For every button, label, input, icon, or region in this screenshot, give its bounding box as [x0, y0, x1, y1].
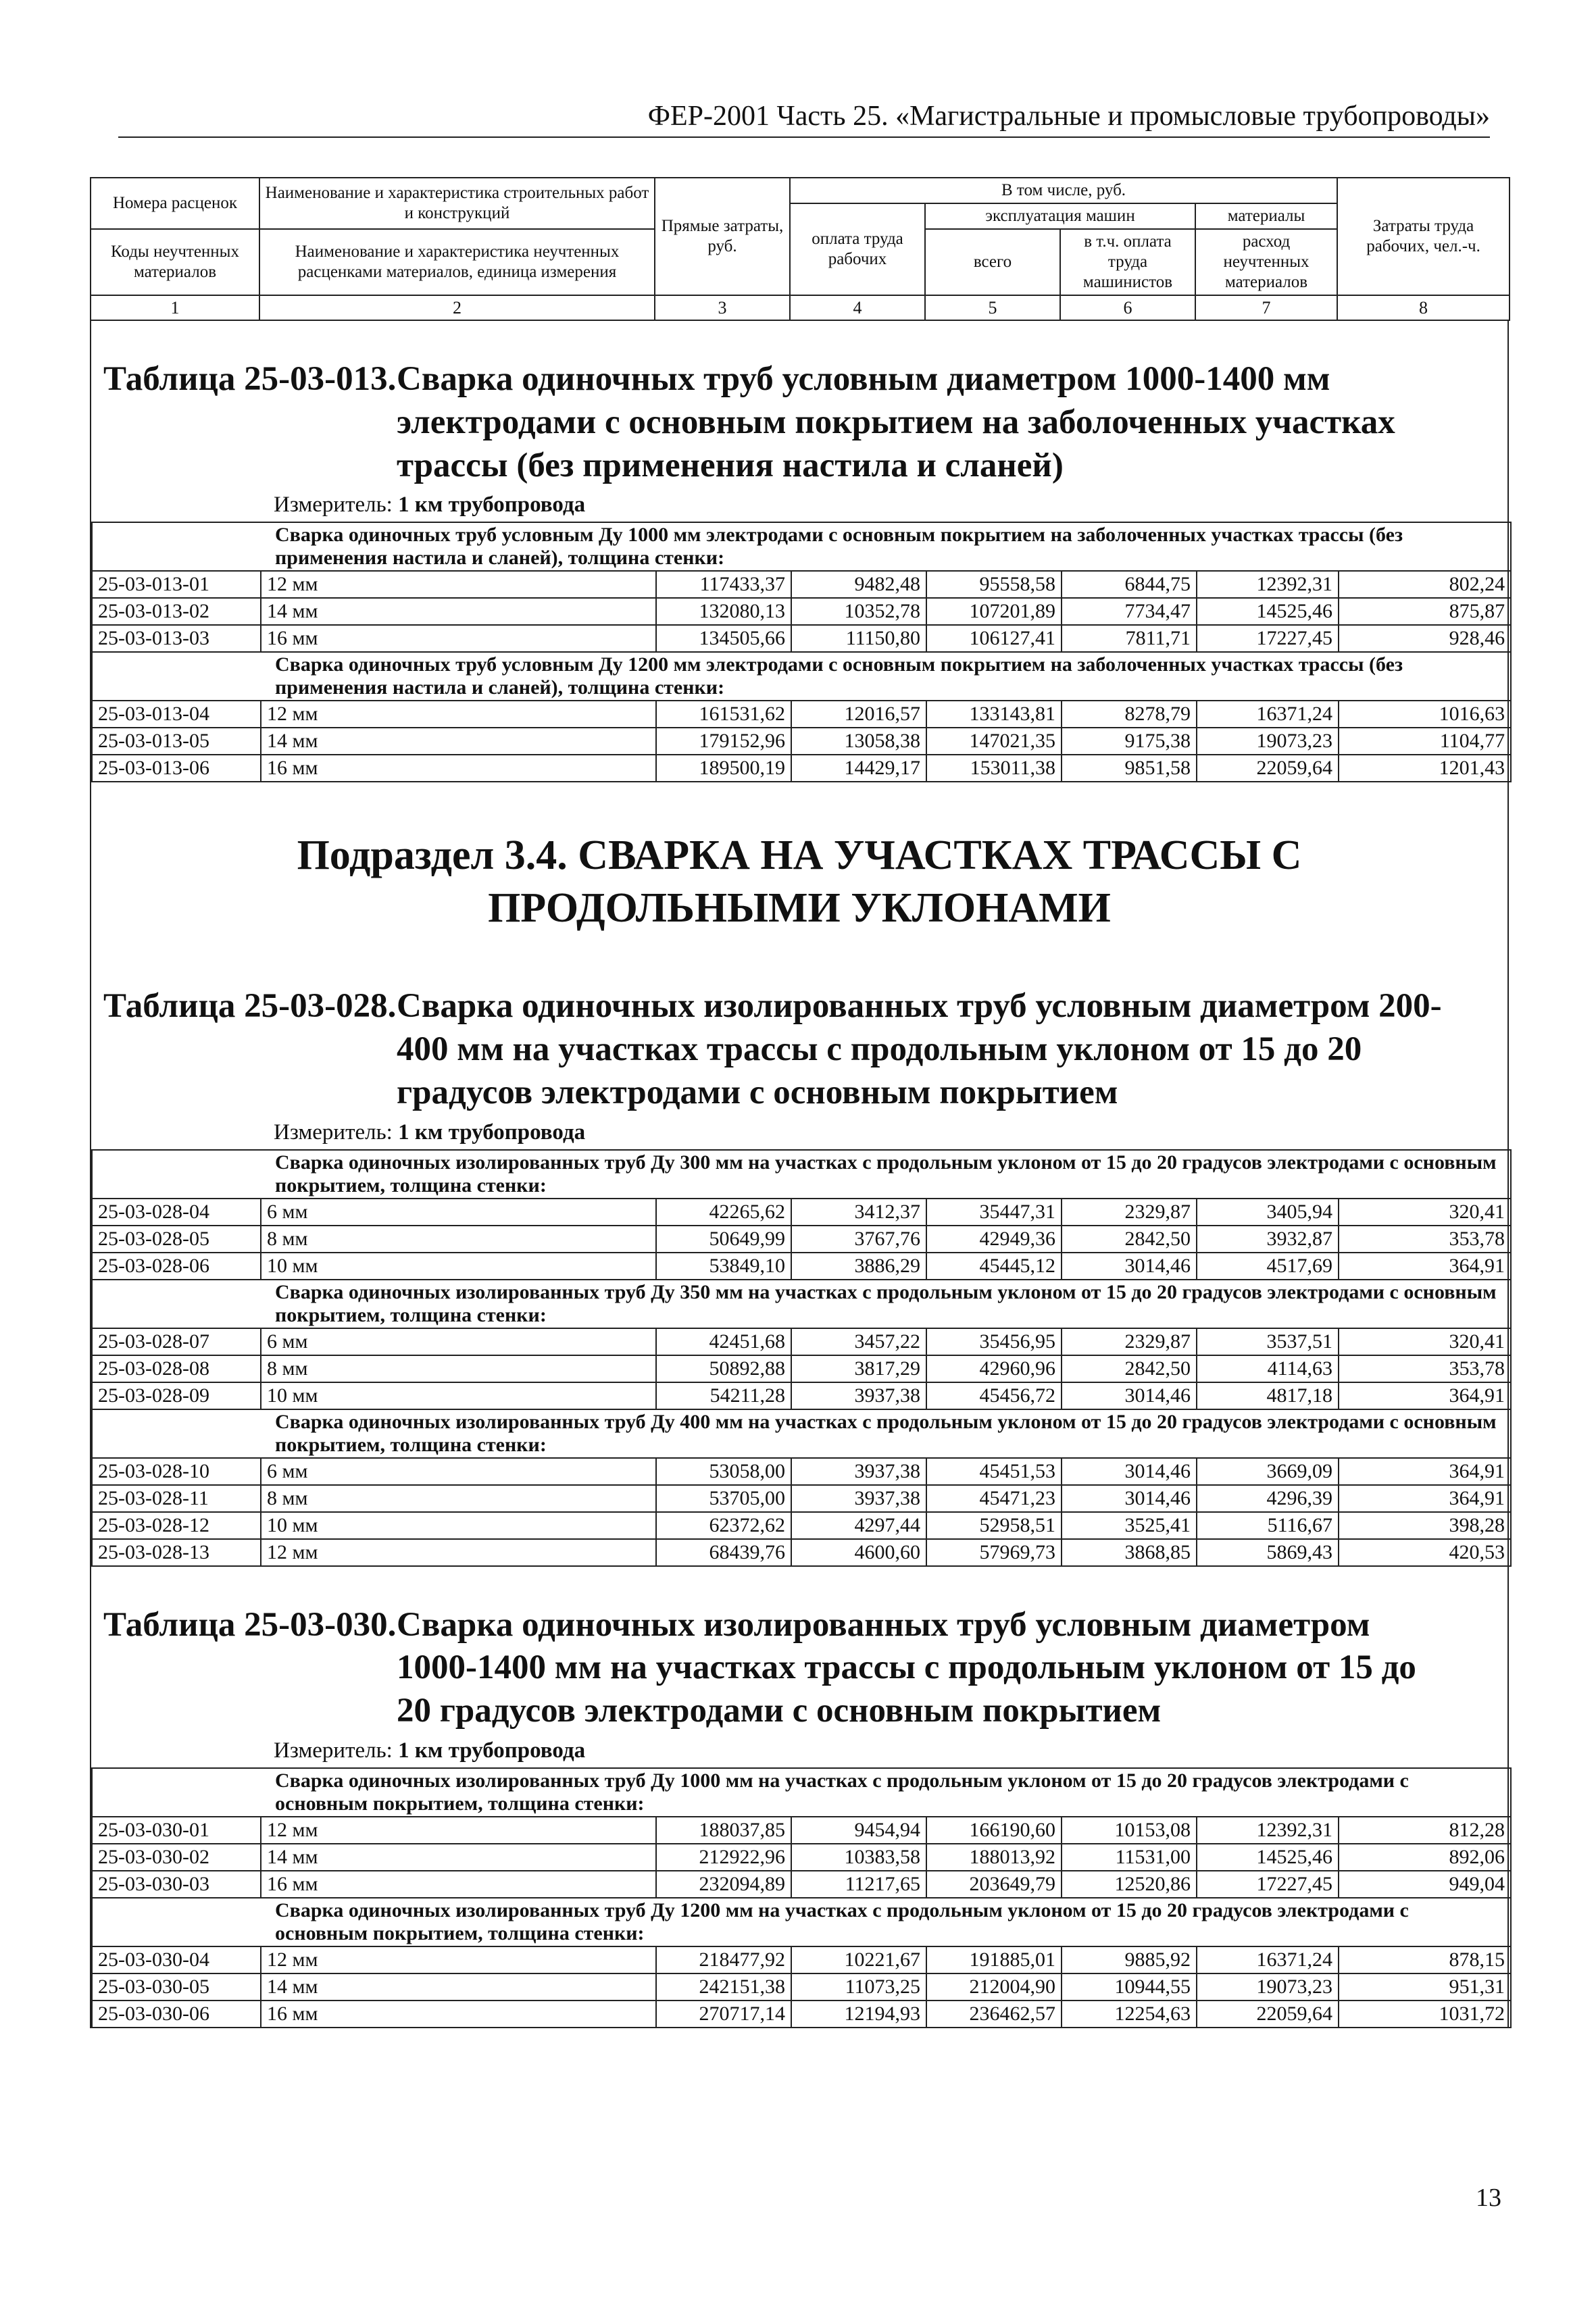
- table-row: [92, 1355, 1511, 1382]
- value-cell: 6844,75: [1062, 571, 1197, 598]
- table-row: [92, 1382, 1511, 1409]
- value-cell: 13058,38: [791, 728, 926, 755]
- col3-head: Прямые затраты, руб.: [655, 178, 790, 295]
- rate-code-cell: 25-03-013-02: [92, 598, 261, 625]
- table-row: [92, 1973, 1511, 2001]
- meter-label: Измеритель:: [274, 1120, 393, 1145]
- value-cell: 133143,81: [926, 701, 1062, 728]
- value-cell: 320,41: [1339, 1199, 1511, 1226]
- rate-code-cell: 25-03-013-03: [92, 625, 261, 652]
- col-number: 1: [91, 295, 259, 320]
- value-cell: 364,91: [1339, 1253, 1511, 1280]
- value-cell: 10944,55: [1062, 1973, 1197, 2001]
- wall-thickness-cell: 10 мм: [261, 1382, 656, 1409]
- value-cell: 50649,99: [656, 1226, 791, 1253]
- rate-code-cell: 25-03-028-05: [92, 1226, 261, 1253]
- meter-value: 1 км трубопровода: [398, 493, 586, 518]
- value-cell: 10221,67: [791, 1946, 926, 1973]
- col-number: 8: [1337, 295, 1510, 320]
- group-title: Сварка одиночных труб условным Ду 1000 мм электродами с основным покрытием на заболоченных участках трассы (без применения настила и сланей), толщина стенки:: [92, 522, 1511, 571]
- value-cell: 12254,63: [1062, 2001, 1197, 2028]
- wall-thickness-cell: 14 мм: [261, 1973, 656, 2001]
- value-cell: 2842,50: [1062, 1226, 1197, 1253]
- value-cell: 4817,18: [1197, 1382, 1339, 1409]
- table-row: [92, 755, 1511, 782]
- wall-thickness-cell: 6 мм: [261, 1328, 656, 1355]
- group-title: Сварка одиночных изолированных труб Ду 400 мм на участках с продольным уклоном от 15 до 20 градусов электродами с основным покрытием, толщина стенки:: [92, 1409, 1511, 1458]
- value-cell: 19073,23: [1197, 1973, 1339, 2001]
- value-cell: 16371,24: [1197, 1946, 1339, 1973]
- value-cell: 242151,38: [656, 1973, 791, 2001]
- table-row: [92, 1226, 1511, 1253]
- machines-group-head: эксплуатация машин: [925, 203, 1195, 229]
- table-row: [92, 1512, 1511, 1539]
- value-cell: 4114,63: [1197, 1355, 1339, 1382]
- table-row: [92, 1871, 1511, 1898]
- table-row: [92, 1946, 1511, 1973]
- value-cell: 3014,46: [1062, 1253, 1197, 1280]
- value-cell: 3886,29: [791, 1253, 926, 1280]
- table-row: [92, 571, 1511, 598]
- table-row: [92, 1539, 1511, 1566]
- value-cell: 9454,94: [791, 1817, 926, 1844]
- table-title: [91, 948, 1507, 1114]
- value-cell: 812,28: [1339, 1817, 1511, 1844]
- value-cell: 12016,57: [791, 701, 926, 728]
- value-cell: 53058,00: [656, 1458, 791, 1485]
- value-cell: 117433,37: [656, 571, 791, 598]
- value-cell: 9885,92: [1062, 1946, 1197, 1973]
- wall-thickness-cell: 16 мм: [261, 1871, 656, 1898]
- wall-thickness-cell: 8 мм: [261, 1226, 656, 1253]
- value-cell: 2329,87: [1062, 1328, 1197, 1355]
- wall-thickness-cell: 12 мм: [261, 701, 656, 728]
- value-cell: 4297,44: [791, 1512, 926, 1539]
- table-row: [92, 1458, 1511, 1485]
- col1-head-top: Номера расценок: [91, 178, 259, 229]
- group-title: Сварка одиночных изолированных труб Ду 1200 мм на участках с продольным уклоном от 15 до 20 градусов электродами с основным покрытием, толщина стенки:: [92, 1898, 1511, 1946]
- value-cell: 12392,31: [1197, 571, 1339, 598]
- value-cell: 42451,68: [656, 1328, 791, 1355]
- table-row: [92, 1253, 1511, 1280]
- rate-code-cell: 25-03-028-12: [92, 1512, 261, 1539]
- value-cell: 68439,76: [656, 1539, 791, 1566]
- value-cell: 3767,76: [791, 1226, 926, 1253]
- col4-head: оплата труда рабочих: [790, 203, 925, 295]
- value-cell: 3014,46: [1062, 1382, 1197, 1409]
- value-cell: 14525,46: [1197, 598, 1339, 625]
- wall-thickness-cell: 12 мм: [261, 1817, 656, 1844]
- group-title: Сварка одиночных изолированных труб Ду 350 мм на участках с продольным уклоном от 15 до 20 градусов электродами с основным покрытием, толщина стенки:: [92, 1280, 1511, 1328]
- subsection-block: [90, 782, 1509, 948]
- value-cell: 19073,23: [1197, 728, 1339, 755]
- value-cell: 42949,36: [926, 1226, 1062, 1253]
- wall-thickness-cell: 16 мм: [261, 2001, 656, 2028]
- value-cell: 5116,67: [1197, 1512, 1339, 1539]
- value-cell: 3412,37: [791, 1199, 926, 1226]
- value-cell: 1201,43: [1339, 755, 1511, 782]
- value-cell: 50892,88: [656, 1355, 791, 1382]
- table-row: [92, 2001, 1511, 2028]
- value-cell: 54211,28: [656, 1382, 791, 1409]
- col1-head-bottom: Коды неучтенных материалов: [91, 229, 259, 295]
- value-cell: 878,15: [1339, 1946, 1511, 1973]
- rate-code-cell: 25-03-028-11: [92, 1485, 261, 1512]
- value-cell: 3014,46: [1062, 1458, 1197, 1485]
- table-section: [90, 1567, 1509, 2028]
- table-row: [92, 1485, 1511, 1512]
- value-cell: 232094,89: [656, 1871, 791, 1898]
- value-cell: 928,46: [1339, 625, 1511, 652]
- meter-label: Измеритель:: [274, 1738, 393, 1763]
- value-cell: 8278,79: [1062, 701, 1197, 728]
- wall-thickness-cell: 14 мм: [261, 598, 656, 625]
- value-cell: 11531,00: [1062, 1844, 1197, 1871]
- value-cell: 10352,78: [791, 598, 926, 625]
- value-cell: 11217,65: [791, 1871, 926, 1898]
- value-cell: 12194,93: [791, 2001, 926, 2028]
- value-cell: 52958,51: [926, 1512, 1062, 1539]
- meter-line: [91, 1120, 1507, 1145]
- value-cell: 147021,35: [926, 728, 1062, 755]
- value-cell: 353,78: [1339, 1226, 1511, 1253]
- col2-head-top: Наименование и характеристика строительных работ и конструкций: [259, 178, 655, 229]
- value-cell: 3457,22: [791, 1328, 926, 1355]
- rate-code-cell: 25-03-013-06: [92, 755, 261, 782]
- col-number: 4: [790, 295, 925, 320]
- page-number: 13: [1476, 2184, 1501, 2212]
- col-number: 3: [655, 295, 790, 320]
- table-row: [92, 701, 1511, 728]
- value-cell: 16371,24: [1197, 701, 1339, 728]
- group-row: [92, 1150, 1511, 1199]
- col7-head: расход неучтенных материалов: [1195, 229, 1337, 295]
- wall-thickness-cell: 12 мм: [261, 1946, 656, 1973]
- value-cell: 42960,96: [926, 1355, 1062, 1382]
- wall-thickness-cell: 16 мм: [261, 625, 656, 652]
- value-cell: 11150,80: [791, 625, 926, 652]
- value-cell: 364,91: [1339, 1458, 1511, 1485]
- value-cell: 188013,92: [926, 1844, 1062, 1871]
- table-row: [92, 1199, 1511, 1226]
- value-cell: 212004,90: [926, 1973, 1062, 2001]
- value-cell: 3932,87: [1197, 1226, 1339, 1253]
- subsection-title: Подраздел 3.4. СВАРКА НА УЧАСТКАХ ТРАССЫ С ПРОДОЛЬНЫМИ УКЛОНАМИ: [297, 832, 1302, 931]
- value-cell: 5869,43: [1197, 1539, 1339, 1566]
- col-number: 6: [1060, 295, 1195, 320]
- value-cell: 14525,46: [1197, 1844, 1339, 1871]
- column-header-table: [90, 177, 1510, 321]
- value-cell: 12520,86: [1062, 1871, 1197, 1898]
- value-cell: 10383,58: [791, 1844, 926, 1871]
- value-cell: 188037,85: [656, 1817, 791, 1844]
- group-row: [92, 1280, 1511, 1328]
- rate-code-cell: 25-03-028-07: [92, 1328, 261, 1355]
- wall-thickness-cell: 6 мм: [261, 1199, 656, 1226]
- value-cell: 3868,85: [1062, 1539, 1197, 1566]
- value-cell: 57969,73: [926, 1539, 1062, 1566]
- table-row: [92, 1328, 1511, 1355]
- value-cell: 17227,45: [1197, 1871, 1339, 1898]
- value-cell: 3537,51: [1197, 1328, 1339, 1355]
- value-cell: 53705,00: [656, 1485, 791, 1512]
- value-cell: 45456,72: [926, 1382, 1062, 1409]
- value-cell: 191885,01: [926, 1946, 1062, 1973]
- col-number: 5: [925, 295, 1060, 320]
- value-cell: 3525,41: [1062, 1512, 1197, 1539]
- value-cell: 45445,12: [926, 1253, 1062, 1280]
- wall-thickness-cell: 8 мм: [261, 1485, 656, 1512]
- table-label: Таблица 25-03-013.: [103, 360, 397, 399]
- wall-thickness-cell: 8 мм: [261, 1355, 656, 1382]
- col5-head: всего: [925, 229, 1060, 295]
- value-cell: 364,91: [1339, 1485, 1511, 1512]
- value-cell: 2329,87: [1062, 1199, 1197, 1226]
- col-number: 7: [1195, 295, 1337, 320]
- value-cell: 62372,62: [656, 1512, 791, 1539]
- group-row: [92, 1409, 1511, 1458]
- rate-code-cell: 25-03-030-06: [92, 2001, 261, 2028]
- rate-code-cell: 25-03-030-04: [92, 1946, 261, 1973]
- value-cell: 9482,48: [791, 571, 926, 598]
- value-cell: 7734,47: [1062, 598, 1197, 625]
- value-cell: 270717,14: [656, 2001, 791, 2028]
- table-title-text: Сварка одиночных изолированных труб условным диаметром 1000-1400 мм на участках трассы с продольным уклоном от 15 до 20 градусов электродами с основным покрытием: [397, 1605, 1416, 1730]
- value-cell: 364,91: [1339, 1382, 1511, 1409]
- table-row: [92, 1817, 1511, 1844]
- value-cell: 3014,46: [1062, 1485, 1197, 1512]
- value-cell: 802,24: [1339, 571, 1511, 598]
- value-cell: 398,28: [1339, 1512, 1511, 1539]
- value-cell: 132080,13: [656, 598, 791, 625]
- table-title-text: Сварка одиночных труб условным диаметром 1000-1400 мм электродами с основным покрытием на заболоченных участках трассы (без применения настила и сланей): [397, 360, 1395, 484]
- data-table: [91, 1149, 1512, 1567]
- group-row: [92, 1768, 1511, 1817]
- meter-value: 1 км трубопровода: [398, 1120, 586, 1145]
- rate-code-cell: 25-03-030-05: [92, 1973, 261, 2001]
- group-title: Сварка одиночных труб условным Ду 1200 мм электродами с основным покрытием на заболоченных участках трассы (без применения настила и сланей), толщина стенки:: [92, 652, 1511, 701]
- meter-line: [91, 493, 1507, 518]
- group-row: [92, 1898, 1511, 1946]
- col8-head: Затраты труда рабочих, чел.-ч.: [1337, 178, 1510, 295]
- table-label: Таблица 25-03-030.: [103, 1605, 397, 1644]
- value-cell: 236462,57: [926, 2001, 1062, 2028]
- value-cell: 2842,50: [1062, 1355, 1197, 1382]
- value-cell: 10153,08: [1062, 1817, 1197, 1844]
- rate-code-cell: 25-03-030-02: [92, 1844, 261, 1871]
- rate-code-cell: 25-03-030-01: [92, 1817, 261, 1844]
- value-cell: 949,04: [1339, 1871, 1511, 1898]
- group-row: [92, 522, 1511, 571]
- meter-line: [91, 1738, 1507, 1763]
- value-cell: 3937,38: [791, 1458, 926, 1485]
- value-cell: 166190,60: [926, 1817, 1062, 1844]
- value-cell: 320,41: [1339, 1328, 1511, 1355]
- col6-head: в т.ч. оплата труда машинистов: [1060, 229, 1195, 295]
- value-cell: 3817,29: [791, 1355, 926, 1382]
- document-body: [90, 177, 1509, 2028]
- value-cell: 951,31: [1339, 1973, 1511, 2001]
- value-cell: 3405,94: [1197, 1199, 1339, 1226]
- value-cell: 1104,77: [1339, 728, 1511, 755]
- table-label: Таблица 25-03-028.: [103, 987, 397, 1026]
- rate-code-cell: 25-03-013-01: [92, 571, 261, 598]
- value-cell: 212922,96: [656, 1844, 791, 1871]
- value-cell: 161531,62: [656, 701, 791, 728]
- value-cell: 189500,19: [656, 755, 791, 782]
- value-cell: 3937,38: [791, 1485, 926, 1512]
- value-cell: 14429,17: [791, 755, 926, 782]
- table-section: [90, 948, 1509, 1566]
- rate-code-cell: 25-03-028-08: [92, 1355, 261, 1382]
- wall-thickness-cell: 14 мм: [261, 1844, 656, 1871]
- rate-code-cell: 25-03-028-04: [92, 1199, 261, 1226]
- table-title: [91, 321, 1507, 487]
- value-cell: 892,06: [1339, 1844, 1511, 1871]
- value-cell: 218477,92: [656, 1946, 791, 1973]
- value-cell: 353,78: [1339, 1355, 1511, 1382]
- value-cell: 1016,63: [1339, 701, 1511, 728]
- value-cell: 9175,38: [1062, 728, 1197, 755]
- rate-code-cell: 25-03-028-09: [92, 1382, 261, 1409]
- data-table: [91, 522, 1512, 782]
- col-number: 2: [259, 295, 655, 320]
- group-row: [92, 652, 1511, 701]
- value-cell: 179152,96: [656, 728, 791, 755]
- rate-code-cell: 25-03-013-04: [92, 701, 261, 728]
- value-cell: 4517,69: [1197, 1253, 1339, 1280]
- table-row: [92, 728, 1511, 755]
- table-row: [92, 598, 1511, 625]
- group-title: Сварка одиночных изолированных труб Ду 300 мм на участках с продольным уклоном от 15 до 20 градусов электродами с основным покрытием, толщина стенки:: [92, 1150, 1511, 1199]
- table-section: [90, 321, 1509, 782]
- wall-thickness-cell: 10 мм: [261, 1253, 656, 1280]
- value-cell: 4600,60: [791, 1539, 926, 1566]
- value-cell: 1031,72: [1339, 2001, 1511, 2028]
- value-cell: 22059,64: [1197, 2001, 1339, 2028]
- wall-thickness-cell: 6 мм: [261, 1458, 656, 1485]
- wall-thickness-cell: 14 мм: [261, 728, 656, 755]
- value-cell: 11073,25: [791, 1973, 926, 2001]
- wall-thickness-cell: 10 мм: [261, 1512, 656, 1539]
- value-cell: 3669,09: [1197, 1458, 1339, 1485]
- value-cell: 420,53: [1339, 1539, 1511, 1566]
- wall-thickness-cell: 12 мм: [261, 571, 656, 598]
- rate-code-cell: 25-03-028-13: [92, 1539, 261, 1566]
- value-cell: 7811,71: [1062, 625, 1197, 652]
- meter-label: Измеритель:: [274, 493, 393, 518]
- rate-code-cell: 25-03-013-05: [92, 728, 261, 755]
- value-cell: 95558,58: [926, 571, 1062, 598]
- wall-thickness-cell: 16 мм: [261, 755, 656, 782]
- breakdown-group-head: В том числе, руб.: [790, 178, 1337, 203]
- value-cell: 134505,66: [656, 625, 791, 652]
- value-cell: 22059,64: [1197, 755, 1339, 782]
- meter-value: 1 км трубопровода: [398, 1738, 586, 1763]
- value-cell: 9851,58: [1062, 755, 1197, 782]
- col2-head-bottom: Наименование и характеристика неучтенных расценками материалов, единица измерения: [259, 229, 655, 295]
- data-table: [91, 1767, 1512, 2028]
- value-cell: 106127,41: [926, 625, 1062, 652]
- rate-code-cell: 25-03-030-03: [92, 1871, 261, 1898]
- value-cell: 203649,79: [926, 1871, 1062, 1898]
- wall-thickness-cell: 12 мм: [261, 1539, 656, 1566]
- table-title: [91, 1567, 1507, 1733]
- page-header: ФЕР-2001 Часть 25. «Магистральные и промысловые трубопроводы»: [118, 100, 1490, 138]
- materials-group-head: материалы: [1195, 203, 1337, 229]
- table-row: [92, 625, 1511, 652]
- table-title-text: Сварка одиночных изолированных труб условным диаметром 200-400 мм на участках трассы с продольным уклоном от 15 до 20 градусов электродами с основным покрытием: [397, 987, 1442, 1111]
- value-cell: 107201,89: [926, 598, 1062, 625]
- value-cell: 42265,62: [656, 1199, 791, 1226]
- value-cell: 17227,45: [1197, 625, 1339, 652]
- value-cell: 35447,31: [926, 1199, 1062, 1226]
- value-cell: 53849,10: [656, 1253, 791, 1280]
- value-cell: 12392,31: [1197, 1817, 1339, 1844]
- value-cell: 35456,95: [926, 1328, 1062, 1355]
- rate-code-cell: 25-03-028-06: [92, 1253, 261, 1280]
- value-cell: 45471,23: [926, 1485, 1062, 1512]
- value-cell: 153011,38: [926, 755, 1062, 782]
- table-row: [92, 1844, 1511, 1871]
- value-cell: 45451,53: [926, 1458, 1062, 1485]
- value-cell: 4296,39: [1197, 1485, 1339, 1512]
- rate-code-cell: 25-03-028-10: [92, 1458, 261, 1485]
- value-cell: 3937,38: [791, 1382, 926, 1409]
- value-cell: 875,87: [1339, 598, 1511, 625]
- group-title: Сварка одиночных изолированных труб Ду 1000 мм на участках с продольным уклоном от 15 до 20 градусов электродами с основным покрытием, толщина стенки:: [92, 1768, 1511, 1817]
